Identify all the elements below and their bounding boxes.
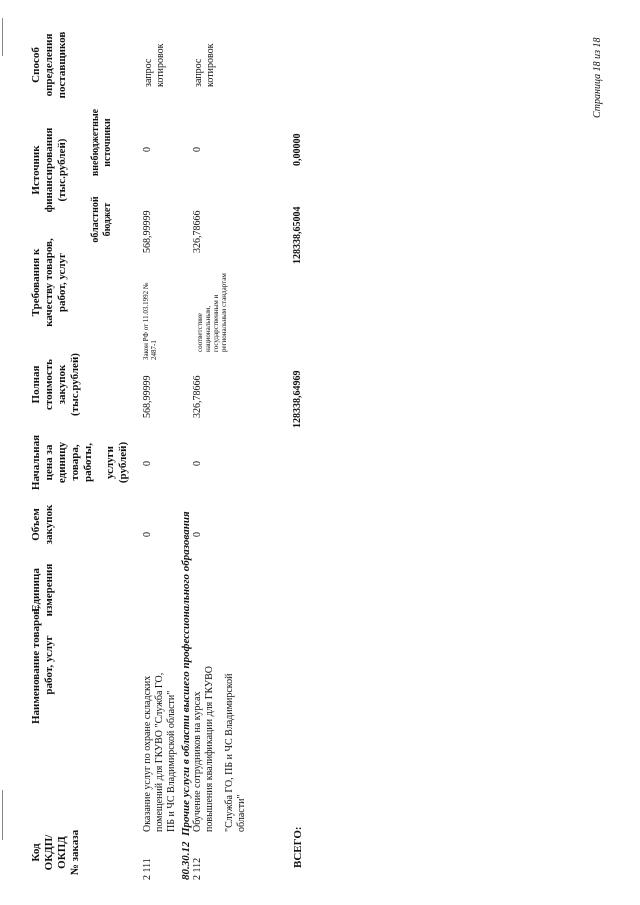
- scan-edge-mark: [2, 18, 3, 56]
- row-2-price: 0: [192, 461, 203, 466]
- header-cost: Полная стоимость закупок (тыс.рублей): [30, 353, 81, 416]
- header-method: Способ определения поставщиков: [30, 31, 68, 99]
- total-regional-budget: 128338,65004: [292, 206, 303, 264]
- header-name: Наименование товаров, работ, услуг: [30, 605, 55, 725]
- section-heading: [180, 511, 192, 880]
- header-requirements: Требования к качеству товаров, работ, услуг: [30, 238, 68, 327]
- row-2-requirements: соответствие национальным, государственным и региональным стандартам: [196, 273, 228, 352]
- row-2-number: 2 112: [192, 857, 203, 880]
- row-1-name: Оказание услуг по охране складских помещений для ГКУВО "Служба ГО, ПБ и ЧС Владимирской области": [142, 672, 177, 832]
- row-2-regional-budget: 326,78666: [192, 210, 203, 253]
- header-volume: Объем закупок: [30, 504, 55, 545]
- row-1-method: запрос котировок: [143, 43, 166, 87]
- row-2-volume: 0: [192, 532, 203, 537]
- row-1-extra-budget: 0: [142, 147, 153, 152]
- row-1-number: 2 111: [142, 858, 153, 880]
- row-1-volume: 0: [142, 532, 153, 537]
- header-price: Начальная цена за единицу товара, работы, услуги (рублей): [30, 434, 129, 491]
- row-2-method: запрос котировок: [193, 43, 216, 87]
- row-1-cost: 568,99999: [142, 375, 153, 418]
- header-source-extra: внебюджетные источники: [90, 108, 113, 177]
- header-unit: Единица измерения: [30, 563, 55, 617]
- header-source-regional: областной бюджет: [90, 196, 113, 243]
- section-code: 80.30.12: [180, 841, 192, 880]
- row-1-regional-budget: 568,99999: [142, 210, 153, 253]
- scan-edge-mark: [2, 790, 3, 840]
- header-source: Источник финансирования (тыс.рублей): [30, 127, 68, 213]
- row-1-requirements: Закон РФ от 11.03.1992 № 2487-1: [142, 282, 158, 360]
- row-2-name: Обучение сотрудников на курсах повышения квалификации для ГКУВО "Служба ГО, ПБ и ЧС Владимирской области": [192, 666, 247, 832]
- total-cost: 128338,64969: [292, 370, 303, 428]
- row-2-cost: 326,78666: [192, 375, 203, 418]
- total-extra-budget: 0,00000: [292, 133, 303, 166]
- page-number: Страница 18 из 18: [592, 37, 603, 118]
- total-label: ВСЕГО:: [292, 826, 304, 868]
- section-title: Прочие услуги в области высшего профессионального образования: [180, 511, 192, 836]
- header-code: Код ОКДП/ ОКПД № заказа: [30, 829, 81, 876]
- row-1-price: 0: [142, 461, 153, 466]
- row-2-extra-budget: 0: [192, 147, 203, 152]
